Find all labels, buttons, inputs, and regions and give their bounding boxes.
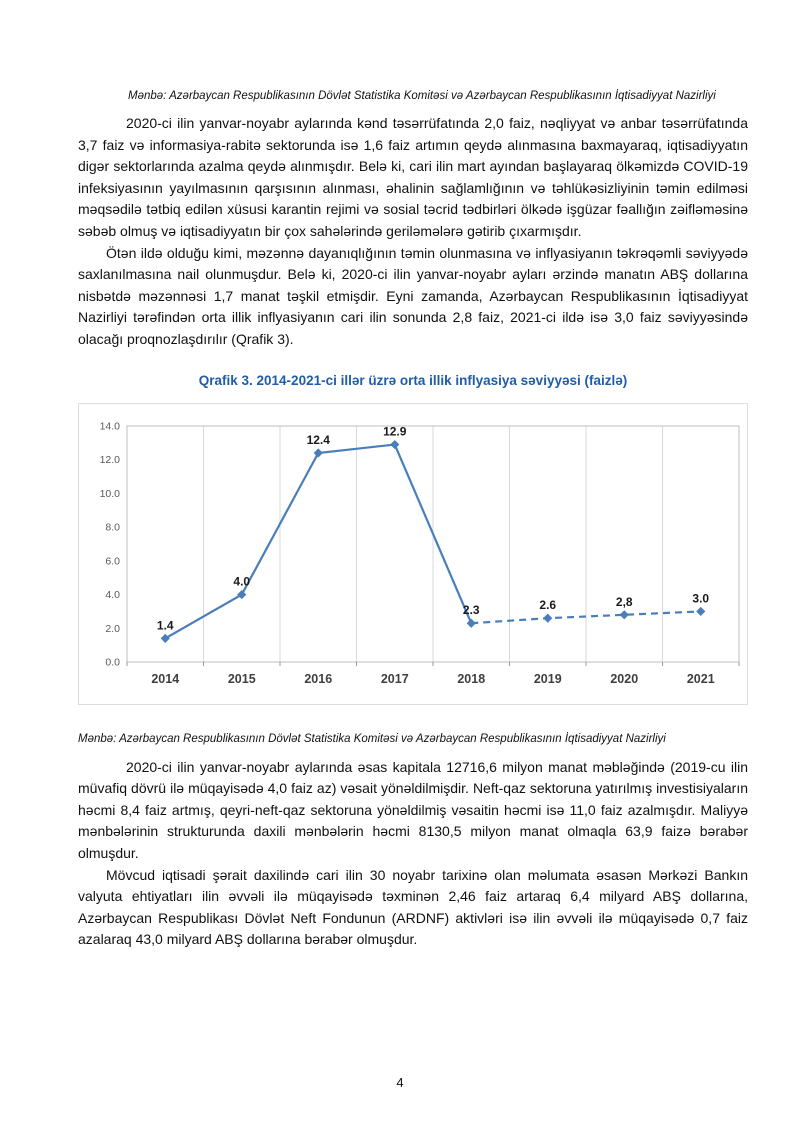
svg-text:4.0: 4.0 — [233, 574, 251, 589]
svg-text:2020: 2020 — [610, 671, 639, 686]
page-number: 4 — [396, 1075, 404, 1090]
svg-text:2016: 2016 — [304, 671, 333, 686]
svg-text:2,8: 2,8 — [615, 594, 633, 609]
svg-text:6.0: 6.0 — [105, 554, 120, 567]
svg-text:2.6: 2.6 — [539, 597, 557, 612]
svg-text:2021: 2021 — [686, 671, 715, 686]
paragraph-1: 2020-ci ilin yanvar-noyabr aylarında kənd təsərrüfatında 2,0 faiz, nəqliyyat və anbar təsərrüfatında 3,7 faiz və informasiya-rabitə sektorunda isə 1,6 faiz artımın qeydə alınmasına baxmayaraq, iqtisadiyyatın digər sektorlarında azalma qeydə alınmışdır. Belə ki, cari ilin mart ayından başlayaraq ölkəmizdə COVID-19 infeksiyasının yayılmasının qarşısının alınması, əhalinin sağlamlığının və təhlükəsizliyinin təmin edilməsi məqsədilə tətbiq edilən xüsusi karantin rejimi və sosial təcrid tədbirləri ölkədə işgüzar fəallığın zəifləməsinə səbəb olmuş və iqtisadiyyatın bir çox sahələrində geriləmələrə gətirib çıxarmışdır. — [78, 115, 748, 239]
svg-text:3.0: 3.0 — [692, 590, 710, 605]
source-note-bottom: Mənbə: Azərbaycan Respublikasının Dövlət Statistika Komitəsi və Azərbaycan Respublikasının İqtisadiyyat Nazirliyi — [78, 732, 666, 745]
svg-text:4.0: 4.0 — [105, 588, 120, 601]
inflation-chart — [78, 403, 748, 705]
svg-text:2.0: 2.0 — [105, 622, 120, 635]
svg-text:2015: 2015 — [227, 671, 256, 686]
svg-text:2014: 2014 — [151, 671, 180, 686]
svg-text:12.0: 12.0 — [99, 453, 120, 466]
paragraph-2: Ötən ildə olduğu kimi, məzənnə dayanıqlığının təmin olunmasına və inflyasiyanın təkrəqəmli səviyyədə saxlanılmasına nail olunmuşdur. Belə ki, 2020-ci ilin yanvar-noyabr ayları ərzində manatın ABŞ dollarına nisbətdə məzənnəsi 1,7 manat təşkil etmişdir. Eyni zamanda, Azərbaycan Respublikasının İqtisadiyyat Nazirliyi tərəfindən orta illik inflyasiyanın cari ilin sonunda 2,8 faiz, 2021-ci ildə isə 3,0 faiz səviyyəsində olacağı proqnozlaşdırılır (Qrafik 3). — [78, 244, 748, 347]
svg-text:14.0: 14.0 — [99, 420, 120, 433]
paragraph-3: 2020-ci ilin yanvar-noyabr aylarında əsas kapitala 12716,6 milyon manat məbləğində (2019-cu ilin müvafiq dövrü ilə müqayisədə 4,0 faiz az) vəsait yönəldilmişdir. Neft-qaz sektoruna yatırılmış investisiyaların həcmi 8,4 faiz artmış, qeyri-neft-qaz sektoruna yönəldilmiş vəsaitin həcmi isə 11,0 faiz azalmışdır. Maliyyə mənbələrinin strukturunda daxili mənbələrin həcmi 8130,5 milyon manat olmaqla 63,9 faizə bərabər olmuşdur. — [78, 758, 748, 861]
svg-text:2019: 2019 — [533, 671, 562, 686]
svg-text:10.0: 10.0 — [99, 487, 120, 500]
source-note-top: Mənbə: Azərbaycan Respublikasının Dövlət Statistika Komitəsi və Azərbaycan Respublikasının İqtisadiyyat Nazirliyi — [128, 90, 716, 102]
paragraph-4: Mövcud iqtisadi şərait daxilində cari ilin 30 noyabr tarixinə olan məlumata əsasən Mərkəzi Bankın valyuta ehtiyatları ilin əvvəli ilə müqayisədə təxminən 2,46 faiz artaraq 6,4 milyard ABŞ dollarına, Azərbaycan Respublikası Dövlət Neft Fondunun (ARDNF) aktivləri isə ilin əvvəli ilə müqayisədə 0,7 faiz azalaraq 43,0 milyard ABŞ dollarına bərabər olmuşdur. — [78, 866, 748, 948]
svg-text:12.9: 12.9 — [383, 424, 407, 439]
svg-text:2.3: 2.3 — [462, 602, 480, 617]
chart-title: Qrafik 3. 2014-2021-ci illər üzrə orta illik inflyasiya səviyyəsi (faizlə) — [198, 372, 628, 388]
svg-text:12.4: 12.4 — [306, 432, 330, 447]
inflation-chart-svg — [79, 412, 747, 700]
svg-text:0.0: 0.0 — [105, 656, 120, 669]
svg-text:1.4: 1.4 — [156, 617, 174, 632]
svg-text:8.0: 8.0 — [105, 521, 120, 534]
svg-text:2017: 2017 — [380, 671, 409, 686]
svg-text:2018: 2018 — [457, 671, 486, 686]
